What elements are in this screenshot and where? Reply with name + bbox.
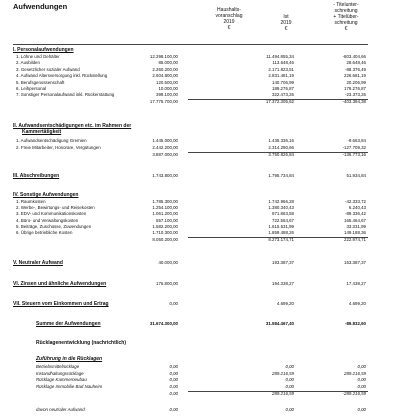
row-actual: 1.380.340,43 xyxy=(268,205,294,211)
row-label: 5. Beiträge, Zuschüsse, Zuwendungen xyxy=(16,223,92,229)
ruecklagen-total-actual: 289.216,59 xyxy=(272,391,294,396)
section-title-abschreibungen: III. Abschreibungen xyxy=(13,173,60,179)
row-actual: 1.742.966,28 xyxy=(268,199,294,204)
row-label: 7. Sonstiger Personalaufwand inkl. Rückerstattung xyxy=(16,92,115,98)
row-deviation: -88.376,49 xyxy=(345,66,366,72)
section-title-aufwand-2: Kammertätigkeit xyxy=(22,129,62,135)
row-deviation: 20.206,99 xyxy=(346,79,366,85)
row-label: Rücklage Kammerneubau xyxy=(36,377,87,382)
total-sonstige-actual: 8.273.174,71 xyxy=(268,237,294,242)
row-label: 3. EDV- und Kommunikationskosten xyxy=(16,211,87,217)
row-actual: 1.435.336,16 xyxy=(268,138,294,143)
header-actual: Ist 2019 € xyxy=(280,14,292,32)
row-label: 2. Freie Mitarbeiter, Honorare, Vergütungen xyxy=(16,144,101,150)
row-deviation: 33.331,99 xyxy=(346,223,366,229)
summe-deviation: -89.832,60 xyxy=(345,321,366,326)
page-title: Aufwendungen xyxy=(13,2,68,11)
row-label: 6. Leihpersonal xyxy=(16,86,47,91)
neutral-budget: 40.000,00 xyxy=(158,260,178,265)
row-actual: 289.216,59 xyxy=(272,370,294,376)
summe-title: Summe der Aufwendungen xyxy=(36,321,101,327)
row-deviation: -127.709,32 xyxy=(342,144,366,150)
row-deviation: 149.188,36 xyxy=(344,230,366,235)
row-budget: 557.100,00 xyxy=(156,217,178,223)
ruecklagen-subtitle: Zuführung in die Rücklagen xyxy=(36,356,103,362)
row-actual: 0,00 xyxy=(285,383,294,389)
row-budget: 2.604.800,00 xyxy=(152,73,178,79)
row-budget: 0,00 xyxy=(169,377,178,382)
row-deviation: 28.648,46 xyxy=(346,60,366,66)
row-actual: 0,00 xyxy=(285,364,294,369)
section-title-zinsen: VI. Zinsen und ähnliche Aufwendungen xyxy=(13,281,107,287)
row-deviation: -23.373,26 xyxy=(345,92,366,98)
row-actual: 11.494.855,34 xyxy=(266,54,294,59)
zinsen-deviation: 17.438,27 xyxy=(346,281,366,286)
row-budget: 399.100,00 xyxy=(156,92,178,98)
row-budget: 1.582.200,00 xyxy=(152,223,178,229)
section-title-sonstige: IV. Sonstige Aufwendungen xyxy=(13,192,79,198)
row-label: 5. Berufsgenossenschaft xyxy=(16,79,65,85)
steuern-deviation: 4.699,20 xyxy=(348,301,366,306)
header-budget: Haushalts- voranschlag 2019 € xyxy=(215,7,243,31)
row-deviation: 6.240,43 xyxy=(348,205,366,211)
row-label: 3. Gesetzlicher sozialer Aufwand xyxy=(16,66,80,72)
row-actual: 189.276,87 xyxy=(272,86,294,91)
ruecklagen-footer-budget: 0,00 xyxy=(169,407,178,412)
section-title-neutral: V. Neutraler Aufwand xyxy=(13,260,63,266)
row-budget: 0,00 xyxy=(169,370,178,376)
row-label: Rücklage Immobilie Bad Nauheim xyxy=(36,383,103,389)
zinsen-budget: 176.800,00 xyxy=(156,281,178,286)
total-aufwand-deviation: -136.773,16 xyxy=(342,152,366,157)
total-aufwand-budget: 3.887.000,00 xyxy=(152,152,178,157)
ruecklagen-title: Rücklagenentwicklung (nachrichtlich) xyxy=(36,340,127,346)
row-label: 1. Löhne und Gehälter xyxy=(16,54,60,59)
row-actual: 2.831.481,19 xyxy=(268,73,294,79)
row-budget: 1.254.100,00 xyxy=(152,205,178,211)
header-deviation: - Titelunter- schreitung + Titelüber- schreitung € xyxy=(333,2,359,32)
row-label: 1. Raumkosten xyxy=(16,199,46,204)
row-label: 1. Aufwandsentschädigung Gremien xyxy=(16,138,87,143)
row-actual: 971.863,58 xyxy=(272,211,294,217)
row-deviation: 226.681,19 xyxy=(344,73,366,79)
row-deviation: -803.404,66 xyxy=(342,54,366,59)
row-budget: 1.061.200,00 xyxy=(152,211,178,217)
steuern-actual: 4.699,20 xyxy=(276,301,294,306)
row-label: 4. Büro- und Verwaltungskosten xyxy=(16,217,79,223)
row-actual: 113.648,46 xyxy=(272,60,294,66)
row-budget: 2.260.200,00 xyxy=(152,66,178,72)
ruecklagen-total-deviation: -289.216,59 xyxy=(342,391,366,396)
row-actual: 322.473,26 xyxy=(272,92,294,98)
row-deviation: -9.663,84 xyxy=(347,138,366,143)
steuern-budget: 0,00 xyxy=(169,301,178,306)
row-actual: 140.706,99 xyxy=(272,79,294,85)
row-budget: 120.500,00 xyxy=(156,79,178,85)
ruecklagen-total-budget: 0,00 xyxy=(169,391,178,396)
ruecklagen-footer: davon neutraler Aufwand xyxy=(36,407,85,412)
row-budget: 1.710.300,00 xyxy=(152,230,178,235)
row-deviation: 0,00 xyxy=(357,364,366,369)
row-deviation: 0,00 xyxy=(357,377,366,382)
row-deviation: 179.276,87 xyxy=(344,86,366,91)
row-deviation: 165.464,67 xyxy=(344,217,366,223)
neutral-actual: 193.387,37 xyxy=(272,260,294,265)
row-label: Betriebsmittelrücklage xyxy=(36,364,80,369)
total-personal-actual: 17.372.305,62 xyxy=(265,99,294,104)
row-actual: 0,00 xyxy=(285,377,294,382)
header-rule xyxy=(13,44,368,45)
summe-budget: 31.674.300,00 xyxy=(149,321,178,326)
row-actual: 1.615.531,99 xyxy=(268,223,294,229)
row-budget: 85.000,00 xyxy=(158,60,178,66)
total-sonstige-budget: 8.050.200,00 xyxy=(152,237,178,242)
section-title-steuern: VII. Steuern vom Einkommen und Ertrag xyxy=(13,301,109,307)
total-personal-budget: 17.775.700,00 xyxy=(149,99,178,104)
neutral-deviation: 153.387,37 xyxy=(344,260,366,265)
row-actual: 722.564,67 xyxy=(272,217,294,223)
row-label: 6. Übrige betriebliche Kosten xyxy=(16,230,73,235)
row-budget: 1.785.300,00 xyxy=(152,199,178,204)
row-label: Instandhaltungsrücklage xyxy=(36,370,84,376)
row-deviation: -89.336,42 xyxy=(345,211,366,217)
abschreibungen-actual: 1.795.734,84 xyxy=(268,173,294,178)
row-budget: 0,00 xyxy=(169,364,178,369)
row-actual: 1.859.488,26 xyxy=(268,230,294,235)
total-personal-deviation: -403.394,38 xyxy=(342,99,366,104)
row-label: 4. Aufwand Altersversorgung inkl. Rückstellung xyxy=(16,73,108,79)
row-budget: 2.442.200,00 xyxy=(152,144,178,150)
row-budget: 1.445.000,00 xyxy=(152,138,178,143)
summe-actual: 31.584.467,40 xyxy=(265,321,294,326)
row-actual: 2.314.290,66 xyxy=(268,144,294,150)
section-title-personal: I. Personalaufwendungen xyxy=(13,47,74,53)
row-budget: 0,00 xyxy=(169,383,178,389)
abschreibungen-deviation: 51.934,84 xyxy=(346,173,366,178)
row-budget: 10.000,00 xyxy=(158,86,178,91)
section-title-aufwand-1: II. Aufwandsentschädigungen etc. im Rahmen der xyxy=(13,123,132,129)
row-budget: 12.298.100,00 xyxy=(149,54,178,59)
ruecklagen-footer-deviation: 0,00 xyxy=(357,407,366,412)
row-deviation: 0,00 xyxy=(357,383,366,389)
total-aufwand-actual: 3.750.826,84 xyxy=(268,152,294,157)
row-label: 2. Ausbilden xyxy=(16,60,40,66)
row-actual: 2.171.823,51 xyxy=(268,66,294,72)
abschreibungen-budget: 1.743.800,00 xyxy=(152,173,178,178)
total-sonstige-deviation: 222.974,71 xyxy=(344,237,366,242)
row-deviation: -42.333,72 xyxy=(345,199,366,204)
zinsen-actual: 194.338,27 xyxy=(272,281,294,286)
ruecklagen-footer-actual: 0,00 xyxy=(285,407,294,412)
row-label: 2. Werbe-, Bewirtungs- und Reisekosten xyxy=(16,205,95,211)
row-deviation: 289.216,59 xyxy=(344,370,366,376)
